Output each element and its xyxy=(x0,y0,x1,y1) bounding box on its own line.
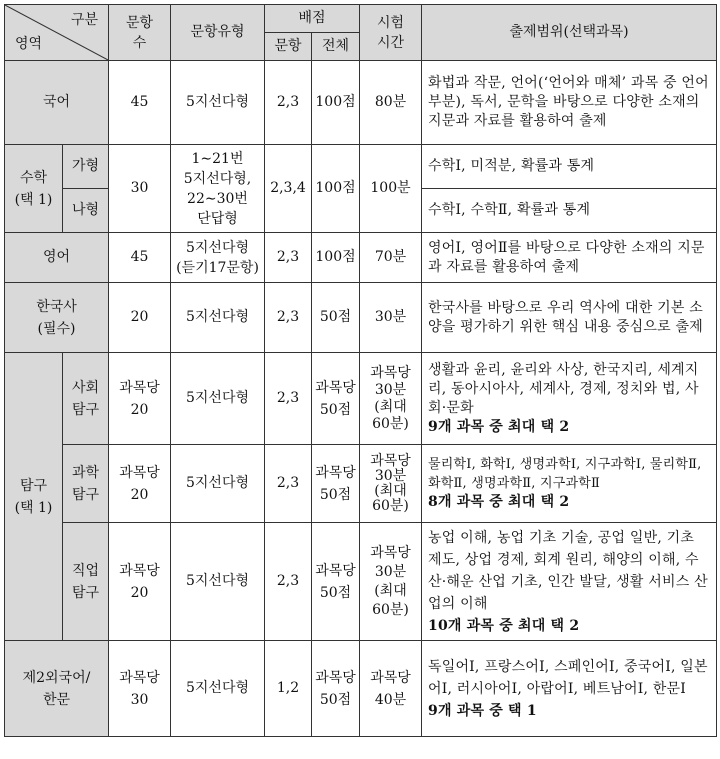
history-scope: 한국사를 바탕으로 우리 역사에 대한 기본 소양을 평가하기 위한 핵심 내용 중심으로 출제 xyxy=(422,283,717,353)
area-english: 영어 xyxy=(5,233,109,283)
vocational-score-item: 2,3 xyxy=(265,523,312,641)
foreign-scope xyxy=(422,641,717,737)
math-na-scope: 수학Ⅰ, 수학Ⅱ, 확률과 통계 xyxy=(422,189,717,233)
english-scope: 영어Ⅰ, 영어Ⅱ를 바탕으로 다양한 소재의 지문과 자료를 활용하여 출제 xyxy=(422,233,717,283)
row-korean xyxy=(5,61,717,145)
area-inquiry: 탐구 (택 1) xyxy=(5,353,63,641)
math-count: 30 xyxy=(109,145,171,233)
math-na-label: 나형 xyxy=(63,189,109,233)
header-type: 문항유형 xyxy=(171,5,265,61)
english-time: 70분 xyxy=(360,233,422,283)
science-score-total: 과목당 50점 xyxy=(312,445,360,523)
header-score-item: 문항 xyxy=(265,33,312,61)
vocational-label: 직업 탐구 xyxy=(63,523,109,641)
science-time: 과목당 30분 (최대 60분) xyxy=(360,445,422,523)
vocational-count: 과목당 20 xyxy=(109,523,171,641)
social-score-item: 2,3 xyxy=(265,353,312,445)
foreign-time: 과목당 40분 xyxy=(360,641,422,737)
header-area: 영역 xyxy=(15,36,43,52)
social-type: 5지선다형 xyxy=(171,353,265,445)
math-time: 100분 xyxy=(360,145,422,233)
row-math-ga xyxy=(5,145,717,189)
vocational-type: 5지선다형 xyxy=(171,523,265,641)
header-gubun: 구분 xyxy=(70,12,98,28)
history-count: 20 xyxy=(109,283,171,353)
science-label: 과학 탐구 xyxy=(63,445,109,523)
english-score-total: 100점 xyxy=(312,233,360,283)
social-count: 과목당 20 xyxy=(109,353,171,445)
header-time: 시험 시간 xyxy=(360,5,422,61)
english-count: 45 xyxy=(109,233,171,283)
area-korean: 국어 xyxy=(5,61,109,145)
korean-scope: 화법과 작문, 언어(‘언어와 매체’ 과목 중 언어 부분), 독서, 문학을 바탕으로 다양한 소재의 지문과 자료를 활용하여 출제 xyxy=(422,61,717,145)
math-score-item: 2,3,4 xyxy=(265,145,312,233)
history-score-item: 2,3 xyxy=(265,283,312,353)
history-type: 5지선다형 xyxy=(171,283,265,353)
header-score-total: 전체 xyxy=(312,33,360,61)
math-ga-label: 가형 xyxy=(63,145,109,189)
foreign-scope-note: 9개 과목 중 택 1 xyxy=(428,702,537,719)
foreign-scope-text: 독일어Ⅰ, 프랑스어Ⅰ, 스페인어Ⅰ, 중국어Ⅰ, 일본어Ⅰ, 러시아어Ⅰ, 아랍어Ⅰ, 베트남어Ⅰ, 한문Ⅰ xyxy=(428,658,708,697)
row-history xyxy=(5,283,717,353)
area-math: 수학 (택 1) xyxy=(5,145,63,233)
vocational-scope xyxy=(422,523,717,641)
foreign-score-total: 과목당 50점 xyxy=(312,641,360,737)
foreign-score-item: 1,2 xyxy=(265,641,312,737)
science-scope-note: 8개 과목 중 최대 택 2 xyxy=(428,494,570,510)
social-label: 사회 탐구 xyxy=(63,353,109,445)
header-count: 문항 수 xyxy=(109,5,171,61)
vocational-scope-text: 농업 이해, 농업 기초 기술, 공업 일반, 기초 제도, 상업 경제, 회계 원리, 해양의 이해, 수산·해운 산업 기초, 인간 발달, 생활 서비스 산업의 이해 xyxy=(428,529,708,612)
social-scope-note: 9개 과목 중 최대 택 2 xyxy=(428,418,570,435)
vocational-scope-note: 10개 과목 중 최대 택 2 xyxy=(428,617,580,634)
math-type: 1∼21번 5지선다형, 22∼30번 단답형 xyxy=(171,145,265,233)
header-corner xyxy=(5,5,109,61)
area-foreign: 제2외국어/ 한문 xyxy=(5,641,109,737)
korean-time: 80분 xyxy=(360,61,422,145)
history-time: 30분 xyxy=(360,283,422,353)
english-type: 5지선다형 (듣기17문항) xyxy=(171,233,265,283)
korean-score-item: 2,3 xyxy=(265,61,312,145)
row-inquiry-social xyxy=(5,353,717,445)
korean-score-total: 100점 xyxy=(312,61,360,145)
science-scope xyxy=(422,445,717,523)
row-inquiry-science xyxy=(5,445,717,523)
english-score-item: 2,3 xyxy=(265,233,312,283)
foreign-count: 과목당 30 xyxy=(109,641,171,737)
header-scope: 출제범위(선택과목) xyxy=(422,5,717,61)
row-inquiry-vocational xyxy=(5,523,717,641)
header-score: 배점 xyxy=(265,5,360,33)
vocational-score-total: 과목당 50점 xyxy=(312,523,360,641)
social-time: 과목당 30분 (최대 60분) xyxy=(360,353,422,445)
science-scope-text: 물리학Ⅰ, 화학Ⅰ, 생명과학Ⅰ, 지구과학Ⅰ, 물리학Ⅱ, 화학Ⅱ, 생명과학Ⅱ, 지구과학Ⅱ xyxy=(428,457,702,491)
exam-structure-table xyxy=(4,4,717,737)
science-score-item: 2,3 xyxy=(265,445,312,523)
row-english xyxy=(5,233,717,283)
social-scope-text: 생활과 윤리, 윤리와 사상, 한국지리, 세계지리, 동아시아사, 세계사, 경제, 정치와 법, 사회·문화 xyxy=(428,361,699,416)
science-type: 5지선다형 xyxy=(171,445,265,523)
math-score-total: 100점 xyxy=(312,145,360,233)
area-history: 한국사 (필수) xyxy=(5,283,109,353)
korean-count: 45 xyxy=(109,61,171,145)
science-count: 과목당 20 xyxy=(109,445,171,523)
history-score-total: 50점 xyxy=(312,283,360,353)
vocational-time: 과목당 30분 (최대 60분) xyxy=(360,523,422,641)
row-foreign xyxy=(5,641,717,737)
math-ga-scope: 수학Ⅰ, 미적분, 확률과 통계 xyxy=(422,145,717,189)
foreign-type: 5지선다형 xyxy=(171,641,265,737)
social-scope xyxy=(422,353,717,445)
social-score-total: 과목당 50점 xyxy=(312,353,360,445)
korean-type: 5지선다형 xyxy=(171,61,265,145)
